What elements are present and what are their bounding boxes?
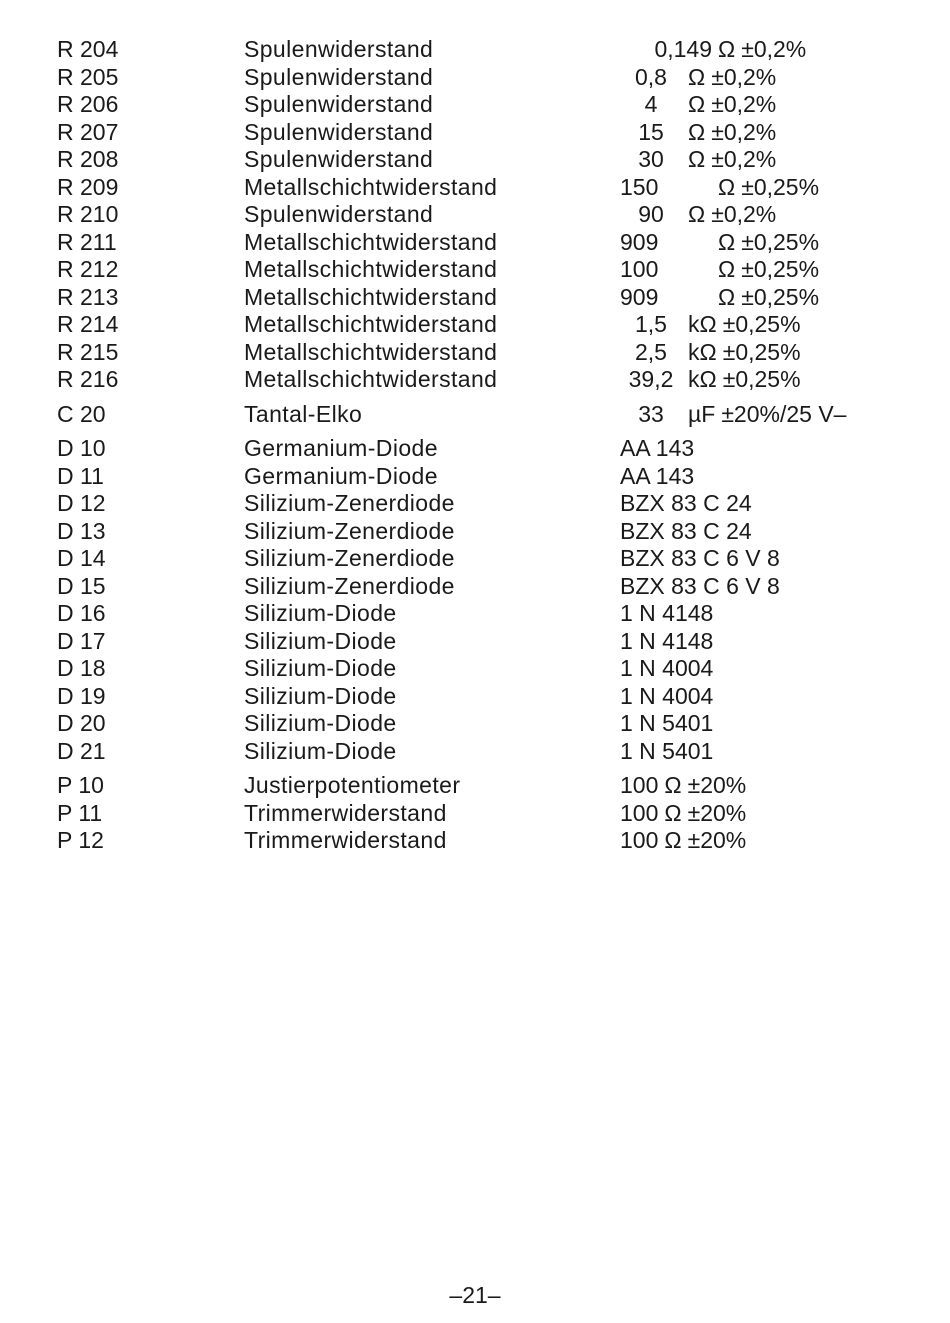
part-value-unit: Ω: [688, 201, 706, 227]
part-reference: P 11: [57, 800, 103, 826]
part-value-unit: Ω: [664, 827, 682, 853]
part-value-tolerance: ±20%: [687, 800, 747, 826]
part-value-number: 1 N 4004: [620, 655, 714, 681]
part-value-number: 1 N 5401: [620, 738, 714, 764]
part-description: Silizium-Zenerdiode: [244, 545, 455, 571]
part-value-number: BZX 83 C 6 V 8: [620, 545, 780, 571]
part-value-unit: Ω: [718, 174, 736, 200]
part-reference: D 19: [57, 683, 106, 709]
part-reference: R 210: [57, 201, 119, 227]
part-value-unit: Ω: [688, 91, 706, 117]
part-description: Silizium-Zenerdiode: [244, 518, 455, 544]
part-description: Trimmerwiderstand: [244, 800, 447, 826]
part-value: [620, 737, 713, 765]
part-description: Silizium-Diode: [244, 710, 397, 736]
parts-list-row: [0, 63, 950, 91]
part-value-number: 0,8: [635, 64, 667, 90]
part-value: [620, 118, 776, 146]
part-value: [620, 572, 780, 600]
part-value-unit: Ω: [718, 284, 736, 310]
part-value: [620, 517, 752, 545]
parts-list-row: [0, 682, 950, 710]
parts-list-row: [0, 200, 950, 228]
part-value-number: 1 N 4148: [620, 628, 714, 654]
part-reference: R 212: [57, 256, 119, 282]
part-value-tolerance: ±0,25%: [741, 284, 820, 310]
part-reference: D 11: [57, 463, 104, 489]
parts-list-row: [0, 283, 950, 311]
part-reference: R 215: [57, 339, 119, 365]
part-value: [620, 200, 776, 228]
part-value: [620, 145, 776, 173]
part-description: Justierpotentiometer: [244, 772, 461, 798]
part-value-number: BZX 83 C 24: [620, 518, 752, 544]
part-value: [620, 489, 752, 517]
part-value-number: 30: [638, 146, 664, 172]
part-reference: R 209: [57, 174, 119, 200]
part-reference: D 20: [57, 710, 106, 736]
part-value-number: 2,5: [635, 339, 667, 365]
part-value-tolerance: ±0,25%: [722, 366, 801, 392]
part-value-unit: Ω: [718, 229, 736, 255]
part-reference: D 10: [57, 435, 106, 461]
part-reference: R 206: [57, 91, 119, 117]
part-value-tolerance: ±20%: [687, 772, 747, 798]
part-reference: D 17: [57, 628, 106, 654]
part-value: [620, 682, 713, 710]
part-value-number: BZX 83 C 6 V 8: [620, 573, 780, 599]
part-description: Spulenwiderstand: [244, 91, 434, 117]
parts-list-row: [0, 400, 950, 428]
part-reference: P 10: [57, 772, 104, 798]
parts-list-row: [0, 544, 950, 572]
part-description: Silizium-Zenerdiode: [244, 573, 455, 599]
part-value-unit: µF: [688, 401, 716, 427]
part-description: Metallschichtwiderstand: [244, 256, 498, 282]
part-value: [620, 599, 713, 627]
part-reference: R 207: [57, 119, 119, 145]
part-reference: D 15: [57, 573, 106, 599]
part-value: [620, 310, 801, 338]
part-value-number: 1 N 4148: [620, 600, 714, 626]
part-value: [620, 283, 819, 311]
page-number: –21–: [449, 1282, 501, 1308]
part-value-number: 4: [644, 91, 658, 117]
parts-list-row: [0, 517, 950, 545]
part-value-tolerance: ±0,2%: [711, 64, 777, 90]
part-reference: R 208: [57, 146, 119, 172]
parts-list-row: [0, 627, 950, 655]
part-value-tolerance: ±20%: [687, 827, 747, 853]
part-description: Silizium-Diode: [244, 628, 397, 654]
part-value-unit: kΩ: [688, 339, 717, 365]
part-value: [620, 90, 776, 118]
part-reference: R 213: [57, 284, 119, 310]
part-value-unit: Ω: [664, 772, 682, 798]
part-description: Spulenwiderstand: [244, 146, 434, 172]
part-value-number: 0,149: [654, 36, 712, 62]
part-value-number: 39,2: [628, 366, 674, 392]
parts-list-row: [0, 434, 950, 462]
part-value: [620, 365, 801, 393]
parts-list-row: [0, 310, 950, 338]
part-description: Metallschichtwiderstand: [244, 339, 498, 365]
part-value: [620, 462, 694, 490]
part-value-tolerance: ±0,25%: [741, 229, 820, 255]
part-value-unit: Ω: [688, 146, 706, 172]
part-value: [620, 63, 776, 91]
part-reference: D 21: [57, 738, 106, 764]
parts-list-row: [0, 709, 950, 737]
part-description: Silizium-Diode: [244, 655, 397, 681]
part-description: Silizium-Diode: [244, 683, 397, 709]
part-value-unit: Ω: [664, 800, 682, 826]
part-value-tolerance: ±0,25%: [741, 256, 820, 282]
parts-list-row: [0, 654, 950, 682]
parts-list-row: [0, 489, 950, 517]
part-description: Metallschichtwiderstand: [244, 174, 498, 200]
part-value-number: 100: [620, 772, 659, 798]
part-value-unit: Ω: [718, 36, 736, 62]
part-reference: P 12: [57, 827, 104, 853]
part-value-number: 100: [620, 827, 659, 853]
part-value-number: 909: [620, 229, 659, 255]
part-description: Silizium-Diode: [244, 738, 397, 764]
parts-list-row: [0, 462, 950, 490]
part-value-unit: Ω: [718, 256, 736, 282]
part-description: Spulenwiderstand: [244, 64, 434, 90]
parts-list-row: [0, 826, 950, 854]
part-reference: C 20: [57, 401, 106, 427]
part-reference: D 18: [57, 655, 106, 681]
parts-list-row: [0, 338, 950, 366]
part-description: Spulenwiderstand: [244, 119, 434, 145]
part-reference: D 13: [57, 518, 106, 544]
part-description: Germanium-Diode: [244, 463, 438, 489]
part-value-tolerance: ±0,25%: [722, 311, 801, 337]
part-description: Germanium-Diode: [244, 435, 438, 461]
part-reference: R 211: [57, 229, 117, 255]
part-reference: R 205: [57, 64, 119, 90]
part-description: Metallschichtwiderstand: [244, 284, 498, 310]
part-value: [620, 434, 694, 462]
parts-list-row: [0, 737, 950, 765]
part-value-tolerance: ±20%/25 V–: [721, 401, 847, 427]
part-description: Spulenwiderstand: [244, 36, 434, 62]
parts-list-row: [0, 90, 950, 118]
part-value: [620, 654, 713, 682]
parts-list-row: [0, 35, 950, 63]
part-reference: R 204: [57, 36, 119, 62]
part-value-tolerance: ±0,2%: [711, 119, 777, 145]
part-value-unit: Ω: [688, 119, 706, 145]
part-description: Spulenwiderstand: [244, 201, 434, 227]
part-description: Metallschichtwiderstand: [244, 311, 498, 337]
part-value: [620, 228, 819, 256]
part-value-number: AA 143: [620, 435, 695, 461]
parts-list-row: [0, 572, 950, 600]
part-value: [620, 338, 801, 366]
parts-list-row: [0, 228, 950, 256]
part-value-number: BZX 83 C 24: [620, 490, 752, 516]
part-reference: D 14: [57, 545, 106, 571]
part-value: [620, 544, 780, 572]
parts-list-row: [0, 799, 950, 827]
parts-list-row: [0, 255, 950, 283]
part-reference: D 16: [57, 600, 106, 626]
part-reference: D 12: [57, 490, 106, 516]
part-reference: R 214: [57, 311, 119, 337]
part-value: [620, 709, 713, 737]
part-value: [620, 255, 819, 283]
part-value: [620, 400, 846, 428]
part-value-unit: Ω: [688, 64, 706, 90]
part-value-tolerance: ±0,2%: [741, 36, 807, 62]
part-value-number: AA 143: [620, 463, 695, 489]
part-value-number: 100: [620, 800, 659, 826]
part-value-tolerance: ±0,2%: [711, 146, 777, 172]
part-value-number: 150: [620, 174, 659, 200]
part-value-tolerance: ±0,25%: [722, 339, 801, 365]
part-value: [620, 826, 746, 854]
parts-list-row: [0, 145, 950, 173]
part-value: [620, 173, 819, 201]
part-value: [620, 771, 746, 799]
part-value-number: 100: [620, 256, 659, 282]
part-description: Silizium-Zenerdiode: [244, 490, 455, 516]
part-value-number: 15: [638, 119, 664, 145]
part-value-number: 1,5: [635, 311, 667, 337]
part-value: [620, 35, 806, 63]
parts-list-row: [0, 599, 950, 627]
parts-list-row: [0, 173, 950, 201]
part-value-number: 909: [620, 284, 659, 310]
part-description: Metallschichtwiderstand: [244, 229, 498, 255]
part-value-number: 1 N 5401: [620, 710, 714, 736]
part-value-unit: kΩ: [688, 366, 717, 392]
part-value-tolerance: ±0,2%: [711, 201, 777, 227]
part-value-number: 1 N 4004: [620, 683, 714, 709]
part-description: Tantal-Elko: [244, 401, 363, 427]
part-value: [620, 627, 713, 655]
part-value-unit: kΩ: [688, 311, 717, 337]
part-value-number: 33: [638, 401, 664, 427]
parts-list-row: [0, 771, 950, 799]
part-description: Metallschichtwiderstand: [244, 366, 498, 392]
part-value-tolerance: ±0,25%: [741, 174, 820, 200]
part-reference: R 216: [57, 366, 119, 392]
part-value: [620, 799, 746, 827]
part-description: Trimmerwiderstand: [244, 827, 447, 853]
part-value-tolerance: ±0,2%: [711, 91, 777, 117]
part-value-number: 90: [638, 201, 664, 227]
parts-list-row: [0, 118, 950, 146]
part-description: Silizium-Diode: [244, 600, 397, 626]
parts-list-row: [0, 365, 950, 393]
